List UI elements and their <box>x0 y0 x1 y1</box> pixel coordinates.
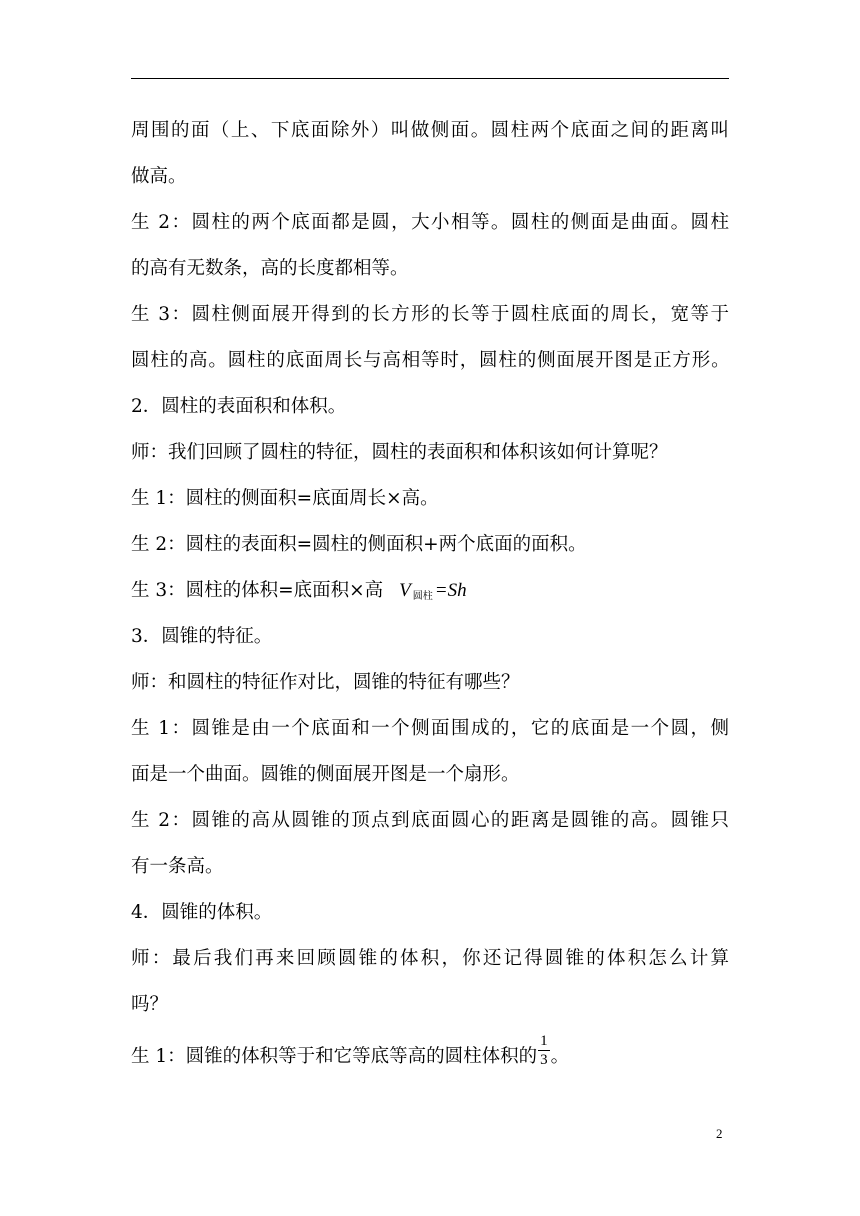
section-heading: 4．圆锥的体积。 <box>131 902 273 923</box>
text-line: 做高。 <box>131 166 187 187</box>
text-segment: 。 <box>550 1046 570 1067</box>
text-line: 吗？ <box>131 994 169 1015</box>
fraction-numerator: 1 <box>540 1033 548 1049</box>
text-line: 生 2：圆柱的表面积=圆柱的侧面积+两个底面的面积。 <box>131 534 587 555</box>
text-line: 生 1：圆锥是由一个底面和一个侧面围成的，它的底面是一个圆，侧 <box>131 718 729 739</box>
text-line: 师：最后我们再来回顾圆锥的体积，你还记得圆锥的体积怎么计算 <box>131 948 729 969</box>
text-line: 圆柱的高。圆柱的底面周长与高相等时，圆柱的侧面展开图是正方形。 <box>131 350 729 371</box>
text-line: 生 1：圆柱的侧面积=底面周长×高。 <box>131 488 439 509</box>
text-line: 师：我们回顾了圆柱的特征，圆柱的表面积和体积该如何计算呢？ <box>131 442 668 463</box>
section-heading: 2．圆柱的表面积和体积。 <box>131 396 347 417</box>
text-line: 面是一个曲面。圆锥的侧面展开图是一个扇形。 <box>131 764 520 785</box>
fraction-denominator: 3 <box>540 1052 548 1068</box>
fraction-one-third <box>538 1034 550 1068</box>
formula-rhs: =Sh <box>434 580 467 601</box>
text-line: 的高有无数条，高的长度都相等。 <box>131 258 409 279</box>
formula-subscript: 圆柱 <box>412 591 433 602</box>
text-segment: 生 1：圆锥的体积等于和它等底等高的圆柱体积的 <box>131 1046 538 1067</box>
text-line: 生 2：圆锥的高从圆锥的顶点到底面圆心的距离是圆锥的高。圆锥只 <box>131 810 729 831</box>
header-rule <box>131 78 729 79</box>
formula-var: V <box>399 580 411 601</box>
text-line-with-fraction <box>131 1034 729 1080</box>
document-body <box>131 108 729 1080</box>
text-line: 生 2：圆柱的两个底面都是圆，大小相等。圆柱的侧面是曲面。圆柱 <box>131 212 729 233</box>
text-line-with-formula <box>131 568 729 614</box>
text-line: 周围的面（上、下底面除外）叫做侧面。圆柱两个底面之间的距离叫 <box>131 120 729 141</box>
text-line: 师：和圆柱的特征作对比，圆锥的特征有哪些？ <box>131 672 520 693</box>
volume-formula <box>399 580 466 601</box>
section-heading: 3．圆锥的特征。 <box>131 626 273 647</box>
text-line: 有一条高。 <box>131 856 224 877</box>
text-segment: 生 3：圆柱的体积=底面积×高 <box>131 580 384 601</box>
page-number: 2 <box>716 1126 723 1141</box>
text-line: 生 3：圆柱侧面展开得到的长方形的长等于圆柱底面的周长，宽等于 <box>131 304 729 325</box>
